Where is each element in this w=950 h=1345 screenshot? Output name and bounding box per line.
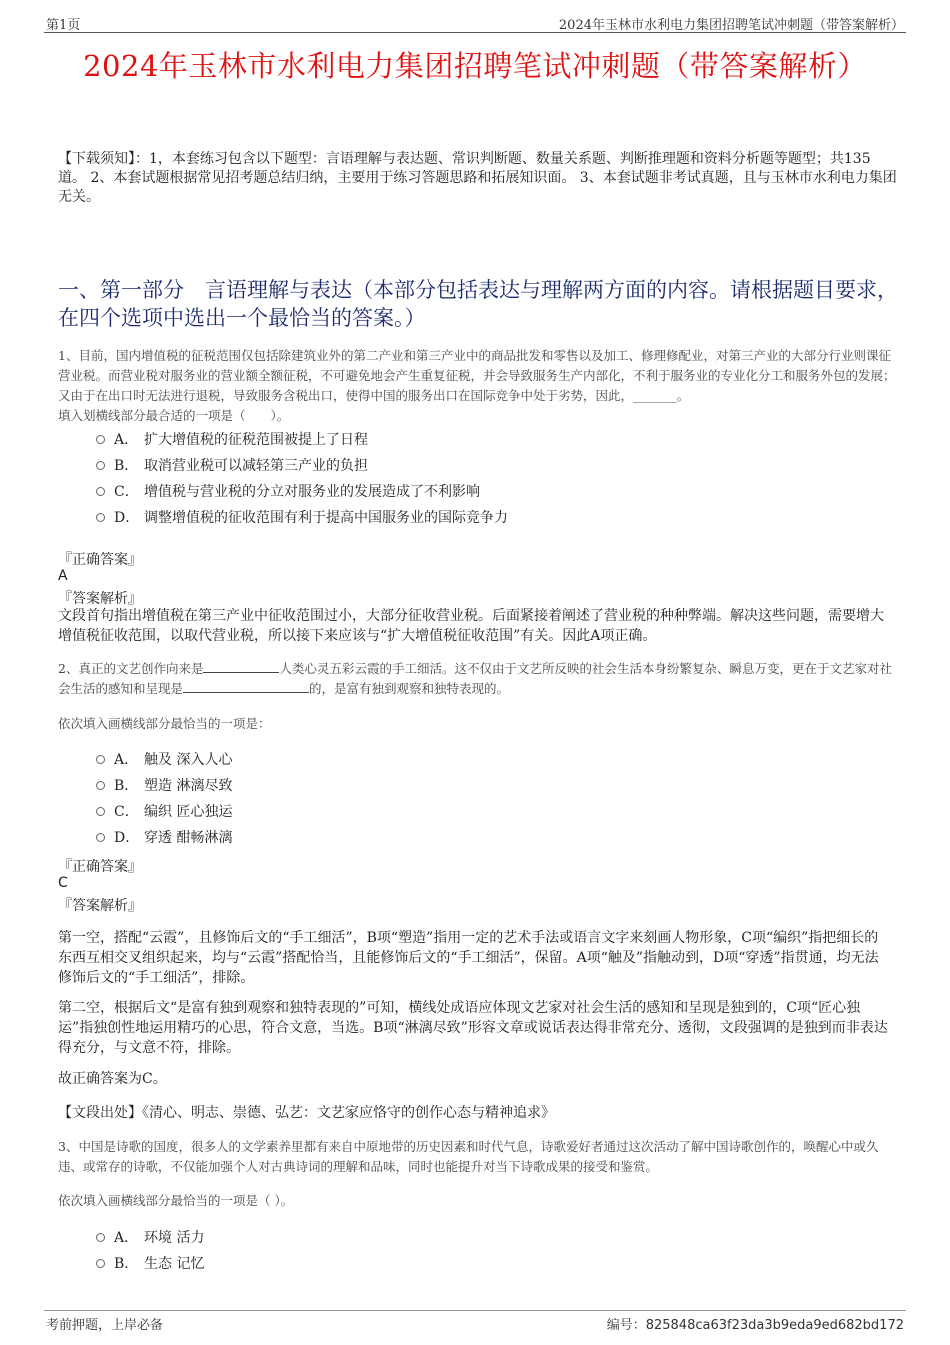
question-2-analysis-p3: 故正确答案为C。 [58, 1071, 167, 1087]
question-2-blank-2 [183, 680, 309, 693]
radio-icon[interactable] [96, 833, 105, 842]
question-3-text: 3、中国是诗歌的国度，很多人的文学素养里都有来自中原地带的历史因素和时代气息，诗歌爱好者通过这次活动了解中国诗歌创作的，唤醒心中或久违、或常存的诗歌，不仅能加强个人对古典诗词的理解和品味，同时也能提升对当下诗歌成果的接受和鉴赏。 [58, 1139, 879, 1174]
question-1-answer: A [58, 568, 68, 584]
footer-code: 编号：825848ca63f23da3b9eda9ed682bd172 [606, 1318, 904, 1333]
question-2-analysis-label: 『答案解析』 [58, 898, 142, 914]
footer-slogan: 考前押题，上岸必备 [46, 1318, 164, 1333]
question-1-prompt: 填入划横线部分最合适的一项是（ ）。 [58, 408, 290, 423]
question-1-option-c[interactable]: C． 增值税与营业税的分立对服务业的发展造成了不利影响 [96, 481, 480, 501]
question-2-option-d[interactable]: D． 穿透 酣畅淋漓 [96, 827, 232, 847]
section-heading: 一、第一部分 言语理解与表达（本部分包括表达与理解两方面的内容。请根据题目要求，在四个选项中选出一个最恰当的答案。） [58, 278, 898, 330]
question-2-source: 【文段出处】《清心、明志、崇德、弘艺：文艺家应恪守的创作心态与精神追求》 [58, 1105, 555, 1121]
header-doc-title: 2024年玉林市水利电力集团招聘笔试冲刺题（带答案解析） [558, 18, 904, 33]
radio-icon[interactable] [96, 461, 105, 470]
question-2-answer: C [58, 875, 68, 891]
question-1-text [58, 346, 896, 406]
question-3-option-b[interactable]: B． 生态 记忆 [96, 1253, 204, 1273]
question-1-option-a[interactable]: A． 扩大增值税的征税范围被提上了日程 [96, 429, 368, 449]
question-1-end: 。 [676, 388, 690, 403]
radio-icon[interactable] [96, 1259, 105, 1268]
header-page-number: 第1页 [46, 18, 81, 33]
question-2-option-c[interactable]: C． 编织 匠心独运 [96, 801, 232, 821]
question-2-option-a[interactable]: A． 触及 深入人心 [96, 749, 232, 769]
radio-icon[interactable] [96, 781, 105, 790]
question-1-blank: _______ [633, 388, 677, 403]
question-1-option-d[interactable]: D． 调整增值税的征收范围有利于提高中国服务业的国际竞争力 [96, 507, 508, 527]
radio-icon[interactable] [96, 755, 105, 764]
question-3-option-a[interactable]: A． 环境 活力 [96, 1227, 204, 1247]
question-1-option-b[interactable]: B． 取消营业税可以减轻第三产业的负担 [96, 455, 368, 475]
question-3-prompt: 依次填入画横线部分最恰当的一项是（ ）。 [58, 1193, 294, 1208]
question-2-blank-1 [203, 660, 279, 673]
question-2-option-b[interactable]: B． 塑造 淋漓尽致 [96, 775, 232, 795]
footer-divider [44, 1310, 906, 1311]
page-title: 2024年玉林市水利电力集团招聘笔试冲刺题（带答案解析） [83, 49, 867, 83]
download-notice: 【下载须知】：1，本套练习包含以下题型：言语理解与表达题、常识判断题、数量关系题、判断推理题和资料分析题等题型；共135道。 2、本套试题根据常见招考题总结归纳，主要用于练习答题思路和拓展知识面。 3、本套试题非考试真题，且与玉林市水利电力集团无关。 [58, 151, 897, 205]
question-2-text: 2、真正的文艺创作向来是 人类心灵五彩云霞的手工细活。这不仅由于文艺所反映的社会生活本身纷繁复杂、瞬息万变，更在于文艺家对社会生活的感知和呈现是 的，是富有独到观察和独特表现的。 [58, 661, 892, 696]
question-2-analysis-p2: 第二空，根据后文“是富有独到观察和独特表现的”可知，横线处成语应体现文艺家对社会生活的感知和呈现是独到的，C项“匠心独运”指独创性地运用精巧的心思，符合文意，当选。B项“淋漓尽致”形容文章或说话表达得非常充分、透彻，文段强调的是独到而非表达得充分，与文意不符，排除。 [58, 1000, 888, 1056]
header-divider [44, 32, 906, 33]
question-1-answer-label: 『正确答案』 [58, 552, 142, 568]
radio-icon[interactable] [96, 1233, 105, 1242]
radio-icon[interactable] [96, 435, 105, 444]
question-1-analysis: 文段首句指出增值税在第三产业中征收范围过小，大部分征收营业税。后面紧接着阐述了营业税的种种弊端。解决这些问题，需要增大增值税征收范围，以取代营业税，所以接下来应该与“扩大增值税征收范围”有关。因此A项正确。 [58, 608, 884, 644]
question-1-analysis-label: 『答案解析』 [58, 591, 142, 607]
question-2-analysis-p1: 第一空，搭配“云霞”，且修饰后文的“手工细活”，B项“塑造”指用一定的艺术手法或语言文字来刻画人物形象，C项“编织”指把细长的东西互相交叉组织起来，均与“云霞”搭配恰当，且能修饰后文的“手工细活”，保留。A项“触及”指触动到，D项“穿透”指贯通，均无法修饰后文的“手工细活”，排除。 [58, 930, 879, 986]
radio-icon[interactable] [96, 487, 105, 496]
radio-icon[interactable] [96, 807, 105, 816]
radio-icon[interactable] [96, 513, 105, 522]
question-2-answer-label: 『正确答案』 [58, 859, 142, 875]
question-1-body: 1、目前，国内增值税的征税范围仅包括除建筑业外的第二产业和第三产业中的商品批发和零售以及加工、修理修配业，对第三产业的大部分行业则课征营业税。而营业税对服务业的营业额全额征税，不可避免地会产生重复征税，并会导致服务生产内部化，不利于服务业的专业化分工和服务外包的发展；又由于在出口时无法进行退税，导致服务含税出口，使得中国的服务出口在国际竞争中处于劣势，因此， [58, 348, 896, 403]
question-2-prompt: 依次填入画横线部分最恰当的一项是： [58, 716, 271, 731]
